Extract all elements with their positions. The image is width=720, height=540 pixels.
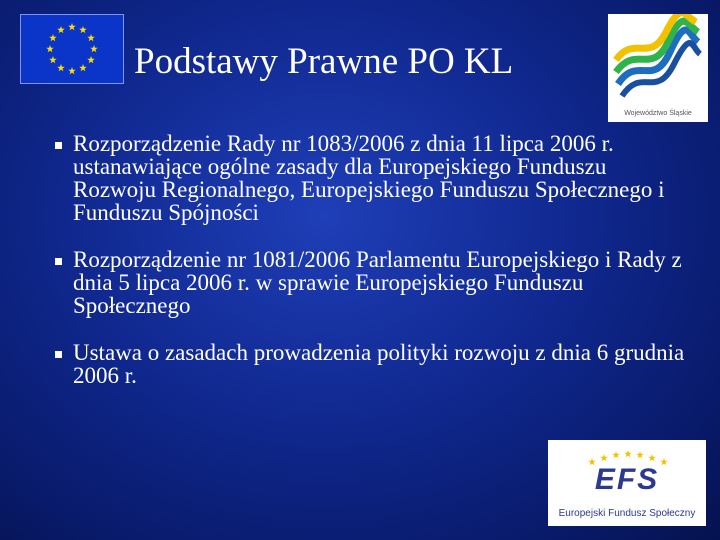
efs-logo <box>548 440 706 526</box>
bullet-text: Rozporządzenie Rady nr 1083/2006 z dnia 11 lipca 2006 r. ustanawiające ogólne zasady dla Europejskiego Funduszu Rozwoju Regionalnego, Europejskiego Funduszu Społecznego i Funduszu Spójności <box>73 131 665 225</box>
eu-star-icon <box>90 45 98 52</box>
eu-star-icon <box>68 67 76 74</box>
eu-star-icon <box>46 45 54 52</box>
bullet-item <box>55 132 695 224</box>
eu-star-icon <box>79 26 87 33</box>
bullet-item <box>55 248 695 317</box>
square-bullet-icon <box>55 351 62 358</box>
eu-star-icon <box>57 64 65 71</box>
region-caption: Województwo Śląskie <box>624 110 692 117</box>
eu-star-icon <box>79 64 87 71</box>
eu-star-icon <box>49 34 57 41</box>
efs-letters: EFS <box>594 463 660 496</box>
eu-flag-logo <box>20 14 124 84</box>
square-bullet-icon <box>55 142 62 149</box>
bullet-text: Rozporządzenie nr 1081/2006 Parlamentu Europejskiego i Rady z dnia 5 lipca 2006 r. w sprawie Europejskiego Funduszu Społecznego <box>73 247 682 318</box>
eu-stars-icon <box>21 15 123 83</box>
eu-star-icon <box>57 26 65 33</box>
wave-stripes-icon <box>608 14 708 106</box>
efs-star-icon <box>648 454 656 461</box>
bullet-text: Ustawa o zasadach prowadzenia polityki rozwoju z dnia 6 grudnia 2006 r. <box>73 340 685 388</box>
bullet-list <box>55 132 695 411</box>
efs-star-icon <box>636 451 644 458</box>
eu-star-icon <box>49 56 57 63</box>
bullet-item <box>55 341 695 387</box>
eu-star-icon <box>68 23 76 30</box>
efs-star-icon <box>600 454 608 461</box>
slide-title: Podstawy Prawne PO KL <box>134 41 514 82</box>
efs-star-icon <box>624 450 632 457</box>
square-bullet-icon <box>55 258 62 265</box>
efs-caption: Europejski Fundusz Społeczny <box>558 508 696 519</box>
eu-star-icon <box>87 34 95 41</box>
efs-star-icon <box>612 451 620 458</box>
eu-star-icon <box>87 56 95 63</box>
silesia-region-logo <box>608 14 708 122</box>
